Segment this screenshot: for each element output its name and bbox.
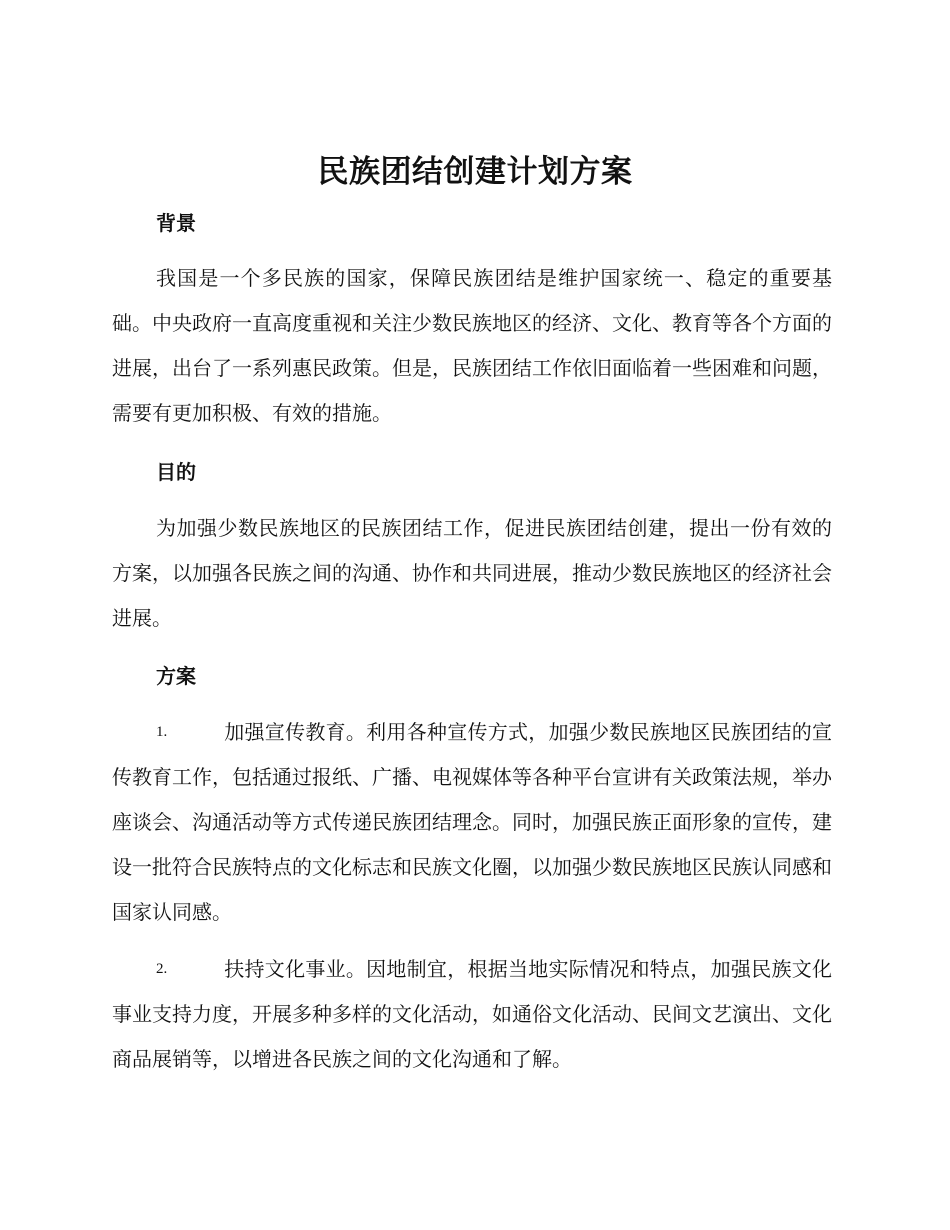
list-item-text: 加强宣传教育。利用各种宣传方式，加强少数民族地区民族团结的宣传教育工作，包括通过报纸、广播、电视媒体等各种平台宣讲有关政策法规，举办座谈会、沟通活动等方式传递民族团结理念。同时，加强民族正面形象的宣传，建设一批符合民族特点的文化标志和民族文化圈，以加强少数民族地区民族认同感和国家认同感。 xyxy=(112,720,832,924)
plan-list-item xyxy=(112,947,832,1082)
list-item-number: 2. xyxy=(156,961,168,977)
list-item-text: 扶持文化事业。因地制宜，根据当地实际情况和特点，加强民族文化事业支持力度，开展多种多样的文化活动，如通俗文化活动、民间文艺演出、文化商品展销等，以增进各民族之间的文化沟通和了解。 xyxy=(112,957,832,1071)
list-item-number: 1. xyxy=(156,724,168,740)
plan-list-item xyxy=(112,710,832,935)
section-heading-purpose: 目的 xyxy=(156,460,196,484)
background-paragraph: 我国是一个多民族的国家，保障民族团结是维护国家统一、稳定的重要基础。中央政府一直高度重视和关注少数民族地区的经济、文化、教育等各个方面的进展，出台了一系列惠民政策。但是，民族团结工作依旧面临着一些困难和问题，需要有更加积极、有效的措施。 xyxy=(112,266,832,425)
section-heading-background: 背景 xyxy=(156,211,196,235)
purpose-paragraph: 为加强少数民族地区的民族团结工作，促进民族团结创建，提出一份有效的方案，以加强各民族之间的沟通、协作和共同进展，推动少数民族地区的经济社会进展。 xyxy=(112,516,832,630)
section-heading-plan: 方案 xyxy=(156,664,196,688)
document-title: 民族团结创建计划方案 xyxy=(317,154,633,190)
